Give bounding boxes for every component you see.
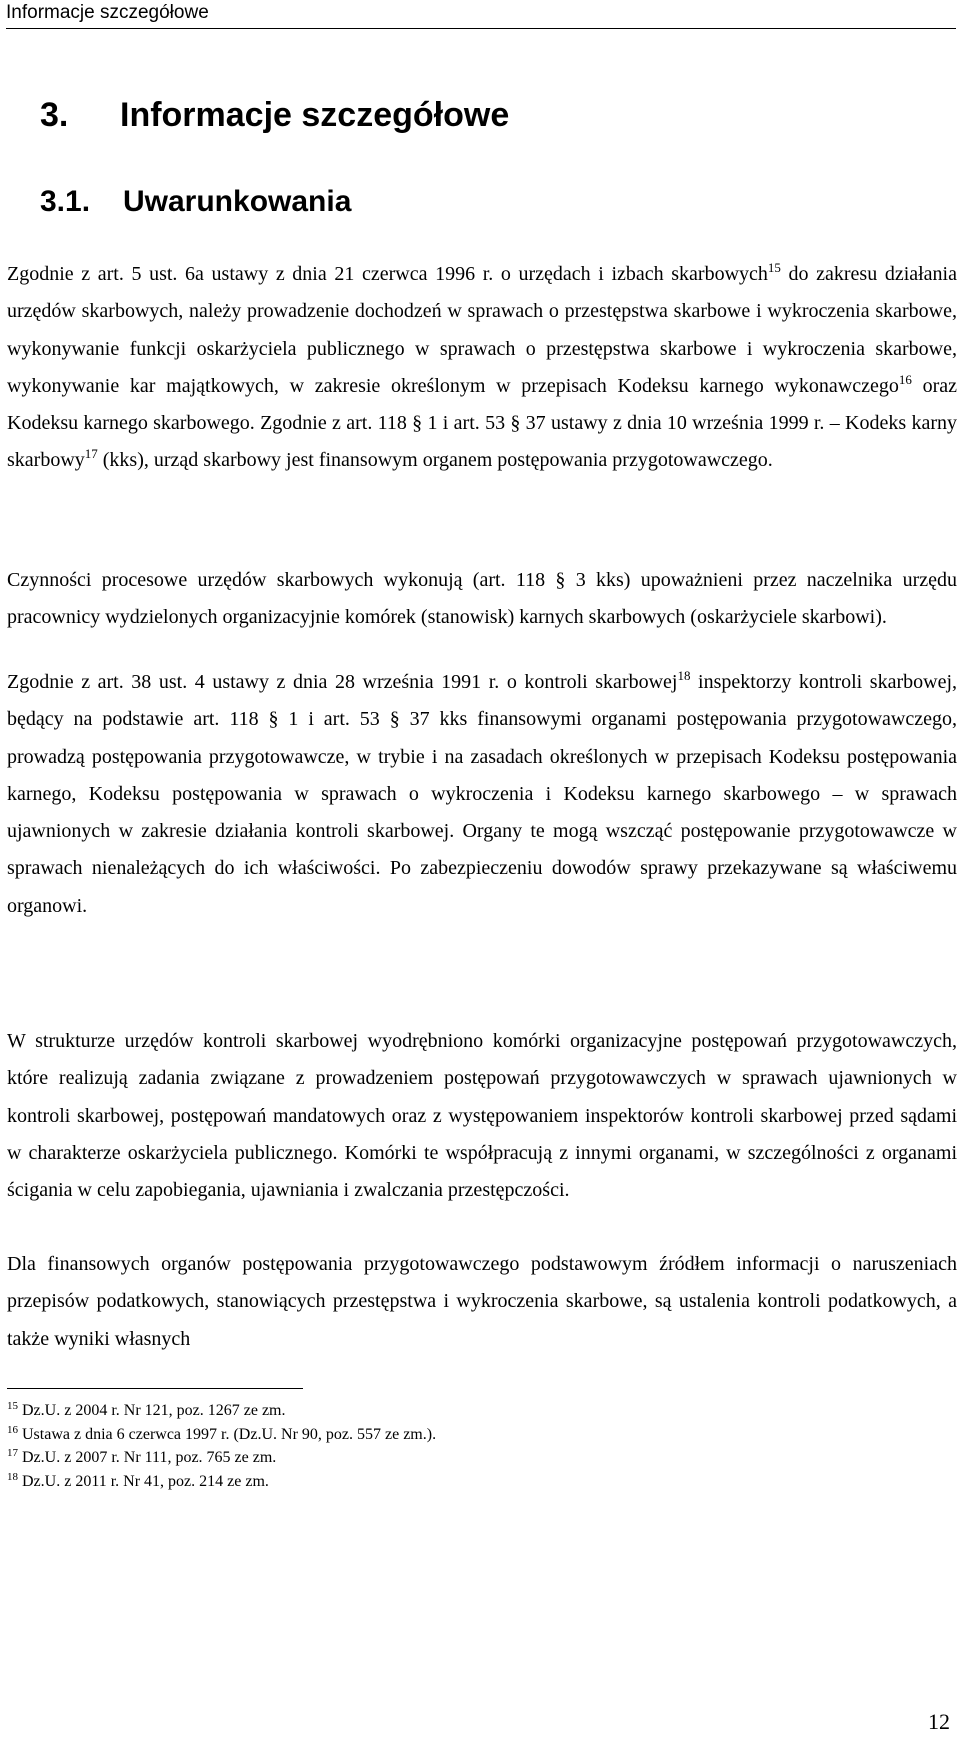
- footnote-ref-17[interactable]: 17: [84, 446, 98, 462]
- section-heading-3: [40, 92, 509, 138]
- footnote-ref-15[interactable]: 15: [767, 260, 781, 275]
- paragraph-3: [7, 664, 957, 925]
- subsection-number: 3.1.: [40, 185, 91, 218]
- footnote-text: Ustawa z dnia 6 czerwca 1997 r. (Dz.U. Nr 90, poz. 557 ze zm.).: [18, 1425, 437, 1443]
- paragraph-text: W strukturze urzędów kontroli skarbowej wyodrębniono komórki organizacyjne postępowań przygotowawczych, które realizują zadania związane z prowadzeniem postępowań przygotowawczych w sprawach ujawnionych w kontroli skarbowej, postępowań mandatowych oraz z występowaniem inspektorów kontroli skarbowej przed sądami w charakterze oskarżyciela publicznego. Komórki te współpracują z innymi organami, w szczególności z organami ścigania w celu zapobiegania, ujawniania i zwalczania przestępczości.: [7, 1030, 957, 1202]
- footnote-separator: [7, 1388, 303, 1389]
- footnote-16: [7, 1423, 907, 1447]
- footnote-text: Dz.U. z 2011 r. Nr 41, poz. 214 ze zm.: [18, 1472, 269, 1490]
- paragraph-4: [7, 1023, 957, 1209]
- footnote-17: [7, 1446, 907, 1470]
- section-number: 3.: [40, 96, 69, 134]
- paragraph-text: Czynności procesowe urzędów skarbowych wykonują (art. 118 § 3 kks) upoważnieni przez naczelnika urzędu pracownicy wydzielonych organizacyjnie komórek (stanowisk) karnych skarbowych (oskarżyciele skarbowi).: [7, 569, 957, 629]
- footnote-text: Dz.U. z 2004 r. Nr 121, poz. 1267 ze zm.: [18, 1402, 286, 1419]
- page-number: 12: [928, 1709, 950, 1734]
- footnote-number: 16: [7, 1423, 18, 1436]
- paragraph-text: (kks), urząd skarbowy jest finansowym organem postępowania przygotowawczego.: [97, 449, 773, 472]
- footnote-number: 15: [7, 1400, 18, 1412]
- footnote-ref-18[interactable]: 18: [677, 668, 691, 683]
- footnote-ref-16[interactable]: 16: [898, 371, 912, 387]
- paragraph-2: [7, 562, 957, 637]
- subsection-title: Uwarunkowania: [123, 185, 352, 218]
- paragraph-text: Dla finansowych organów postępowania przygotowawczego podstawowym źródłem informacji o naruszeniach przepisów podatkowych, stanowiących przestępstwa i wykroczenia skarbowe, są ustalenia kontroli podatkowych, a także wyniki własnych: [7, 1253, 957, 1350]
- paragraph-1: [7, 256, 957, 480]
- section-title: Informacje szczegółowe: [120, 96, 510, 134]
- footnote-number: 18: [7, 1470, 18, 1483]
- subsection-heading-3-1: [40, 180, 351, 224]
- paragraph-text: Zgodnie z art. 38 ust. 4 ustawy z dnia 28 września 1991 r. o kontroli skarbowej: [7, 671, 678, 693]
- footnote-number: 17: [7, 1447, 18, 1459]
- paragraph-text: do zakresu działania urzędów skarbowych, należy prowadzenie dochodzeń w sprawach o przestępstwa skarbowe i wykroczenia skarbowe, wykonywanie funkcji oskarżyciela publicznego w sprawach o przestępstwa skarbowe i wykroczenia skarbowe, wykonywanie kar majątkowych, w zakresie określonym w przepisach Kodeksu karnego wykonawczego: [7, 263, 957, 397]
- paragraph-5: [7, 1246, 957, 1358]
- paragraph-text: Zgodnie z art. 5 ust. 6a ustawy z dnia 21 czerwca 1996 r. o urzędach i izbach skarbowych: [7, 263, 768, 285]
- paragraph-text: inspektorzy kontroli skarbowej, będący na podstawie art. 118 § 1 i art. 53 § 37 kks finansowymi organami postępowania przygotowawczego, prowadzą postępowania przygotowawcze, w trybie i na zasadach określonych w przepisach Kodeksu postępowania karnego, Kodeksu postępowania w sprawach o wykroczenia i Kodeksu karnego skarbowego – w sprawach ujawnionych w zakresie działania kontroli skarbowej. Organy te mogą wszcząć postępowanie przygotowawcze w sprawach nienależących do ich właściwości. Po zabezpieczeniu dowodów sprawy przekazywane są właściwemu organowi.: [7, 671, 957, 917]
- footnote-text: Dz.U. z 2007 r. Nr 111, poz. 765 ze zm.: [18, 1449, 277, 1466]
- header-divider: [6, 28, 956, 29]
- paragraph-text: oraz Kodeksu karnego skarbowego. Zgodnie z art. 118 § 1 i art. 53 § 37 ustawy z dnia 10 września 1999 r. – Kodeks karny skarbowy: [7, 374, 957, 472]
- footnotes: [7, 1399, 907, 1493]
- footnote-15: [7, 1399, 907, 1423]
- footnote-18: [7, 1470, 907, 1494]
- running-header: Informacje szczegółowe: [6, 2, 209, 23]
